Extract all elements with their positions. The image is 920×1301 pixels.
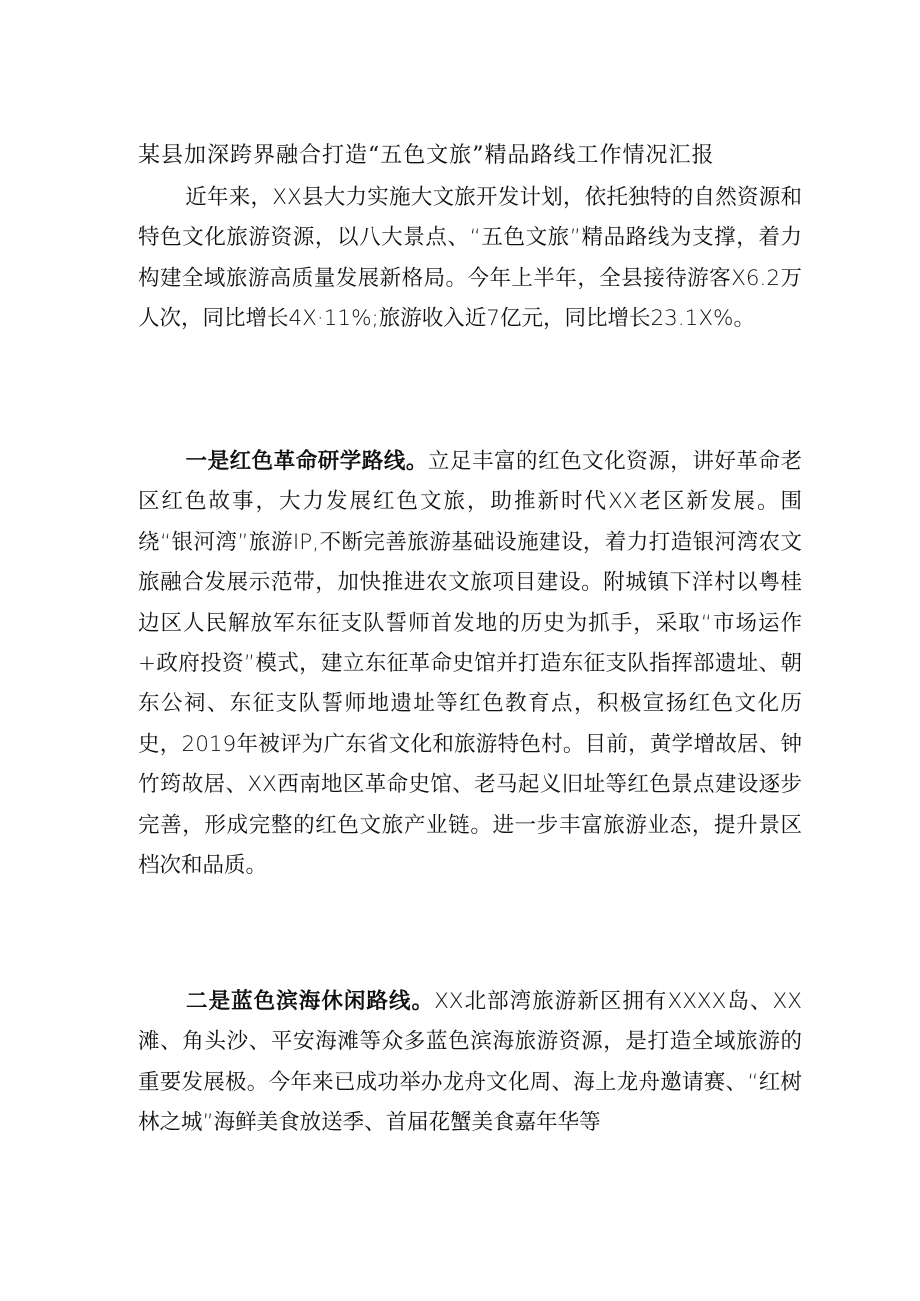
paragraph-text: 立足丰富的红色文化资源，讲好革命老区红色故事，大力发展红色文旅，助推新时代XX老区新发展。围绕“银河湾”旅游IP,不断完善旅游基础设施建设，着力打造银河湾农文旅融合发展示范带，加快推进农文旅项目建设。附城镇下洋村以粤桂边区人民解放军东征支队誓师首发地的历史为抓手，采取“市场运作+政府投资”模式，建立东征革命史馆并打造东征支队指挥部遗址、朝东公祠、东征支队誓师地遗址等红色教育点，积极宣扬红色文化历史，2019年被评为广东省文化和旅游特色村。目前，黄学增故居、钟竹筠故居、XX西南地区革命史馆、老马起义旧址等红色景点建设逐步完善，形成完整的红色文旅产业链。进一步丰富旅游业态，提升景区档次和品质。: [138, 449, 802, 879]
paragraph-text: 近年来，XX县大力实施大文旅开发计划，依托独特的自然资源和特色文化旅游资源，以八大景点、“五色文旅”精品路线为支撑，着力构建全域旅游高质量发展新格局。今年上半年，全县接待游客X6.2万人次，同比增长4X·11%;旅游收入近7亿元，同比增长23.1X%。: [138, 185, 802, 332]
paragraph-lead-heading: 一是红色革命研学路线。: [185, 449, 428, 474]
paragraph-intro: [138, 178, 802, 340]
paragraph-lead-heading: 二是蓝色滨海休闲路线。: [185, 989, 435, 1014]
paragraph-blue-route: [138, 982, 802, 1144]
paragraph-red-route: [138, 442, 802, 886]
paragraph-text: XX北部湾旅游新区拥有XXXX岛、XX滩、角头沙、平安海滩等众多蓝色滨海旅游资源，是打造全域旅游的重要发展极。今年来已成功举办龙舟文化周、海上龙舟邀请赛、“红树林之城”海鲜美食放送季、首届花蟹美食嘉年华等: [138, 989, 802, 1136]
document-title: 某县加深跨界融合打造“五色文旅”精品路线工作情况汇报: [138, 143, 715, 168]
